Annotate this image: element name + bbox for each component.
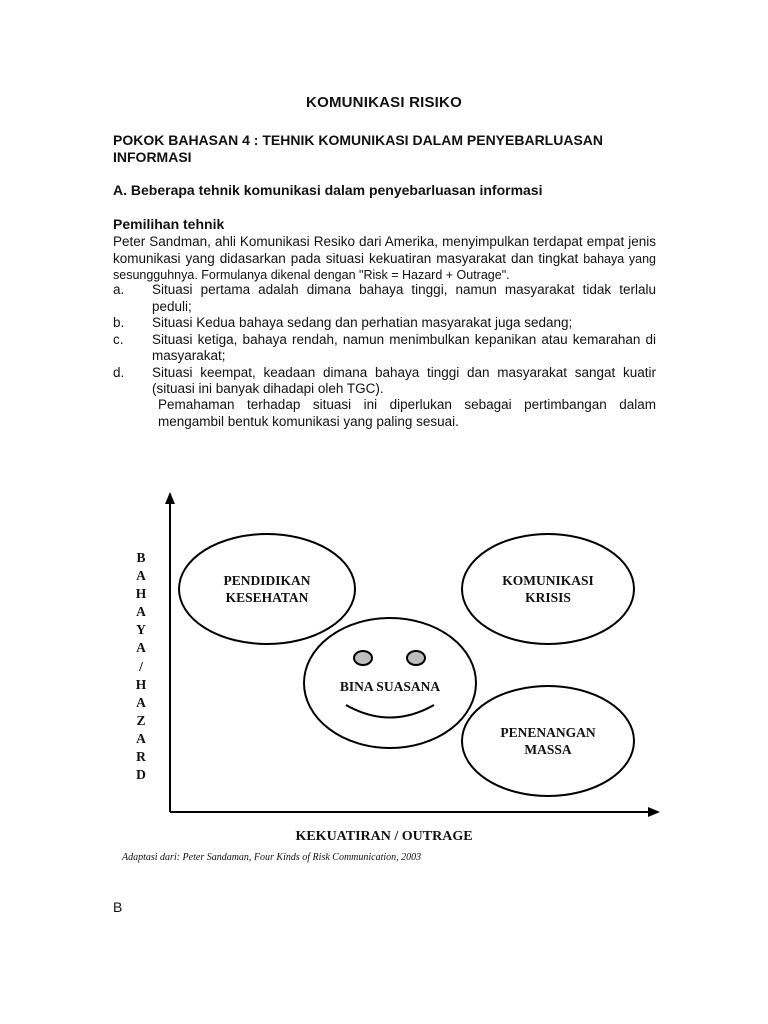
list-text: Situasi Kedua bahaya sedang dan perhatian masyarakat juga sedang; bbox=[152, 315, 573, 330]
list-text: Situasi keempat, keadaan dimana bahaya tinggi dan masyarakat sangat kuatir (situasi ini banyak dihadapi oleh TGC). bbox=[152, 364, 656, 396]
list-marker: a. bbox=[113, 282, 125, 297]
oval-top-right-label bbox=[462, 572, 634, 606]
list-item bbox=[113, 365, 656, 398]
x-axis-label: KEKUATIRAN / OUTRAGE bbox=[295, 829, 473, 844]
topic-heading: POKOK BAHASAN 4 : TEHNIK KOMUNIKASI DALAM PENYEBARLUASAN INFORMASI bbox=[113, 132, 604, 165]
oval-center-label bbox=[304, 678, 476, 695]
list-item bbox=[113, 282, 656, 315]
list-item bbox=[113, 315, 656, 332]
y-axis-letter: / bbox=[139, 658, 143, 674]
y-axis-letter: D bbox=[136, 767, 146, 783]
y-axis-letter: R bbox=[136, 749, 146, 765]
list-marker: c. bbox=[113, 331, 124, 347]
y-axis-letter: A bbox=[136, 730, 146, 746]
y-axis-letter: H bbox=[135, 586, 147, 602]
section-heading: A. Beberapa tehnik komunikasi dalam penyebarluasan informasi bbox=[113, 182, 543, 198]
intro-paragraph bbox=[113, 234, 656, 284]
diagram-caption: Adaptasi dari: Peter Sandaman, Four Kinds of Risk Communication, 2003 bbox=[122, 852, 422, 863]
list-text: Situasi pertama adalah dimana bahaya tinggi, namun masyarakat tidak terlalu peduli; bbox=[152, 282, 656, 314]
y-axis-letter: Y bbox=[136, 622, 146, 638]
y-axis-letter: B bbox=[136, 550, 146, 565]
y-axis-letter: Z bbox=[136, 712, 146, 728]
y-axis-letter: H bbox=[135, 676, 147, 692]
list-text: Situasi ketiga, bahaya rendah, namun menimbulkan kepanikan atau kemarahan di masyarakat; bbox=[152, 331, 656, 363]
risk-diagram bbox=[0, 490, 768, 830]
left-eye-icon bbox=[354, 651, 372, 665]
situation-list bbox=[113, 282, 656, 398]
list-marker: d. bbox=[113, 364, 125, 380]
subheading: Pemilihan tehnik bbox=[113, 216, 225, 232]
y-axis-label bbox=[133, 549, 149, 784]
document-title: KOMUNIKASI RISIKO bbox=[306, 94, 462, 111]
intro-main: Peter Sandman, ahli Komunikasi Resiko dari Amerika, menyimpulkan terdapat empat jenis komunikasi yang didasarkan pada situasi kekuatiran masyarakat dan tingkat bbox=[113, 234, 656, 266]
y-axis-arrow-icon bbox=[165, 492, 175, 504]
y-axis-letter: A bbox=[136, 694, 146, 710]
oval-top-left-label bbox=[180, 572, 354, 606]
smile-icon bbox=[346, 705, 434, 718]
oval-top-left-text: PENDIDIKAN KESEHATAN bbox=[223, 573, 311, 605]
oval-bottom-right-label bbox=[462, 724, 634, 758]
x-axis-arrow-icon bbox=[648, 807, 660, 817]
oval-bottom-right-text: PENENANGAN MASSA bbox=[500, 725, 596, 757]
intro-tail: bahaya yang sesungguhnya. Formulanya dikenal dengan "Risk = Hazard + Outrage". bbox=[113, 251, 656, 282]
y-axis-letter: A bbox=[136, 568, 146, 584]
y-axis-letter: A bbox=[136, 604, 146, 620]
page-footer: B bbox=[113, 899, 123, 915]
right-eye-icon bbox=[407, 651, 425, 665]
oval-center-text: BINA SUASANA bbox=[339, 679, 441, 694]
closing-paragraph: Pemahaman terhadap situasi ini diperlukan sebagai pertimbangan dalam mengambil bentuk komunikasi yang paling sesuai. bbox=[158, 397, 656, 429]
oval-top-right-text: KOMUNIKASI KRISIS bbox=[502, 573, 594, 605]
y-axis-letter: A bbox=[136, 640, 146, 656]
list-item bbox=[113, 332, 656, 365]
list-marker: b. bbox=[113, 315, 125, 330]
